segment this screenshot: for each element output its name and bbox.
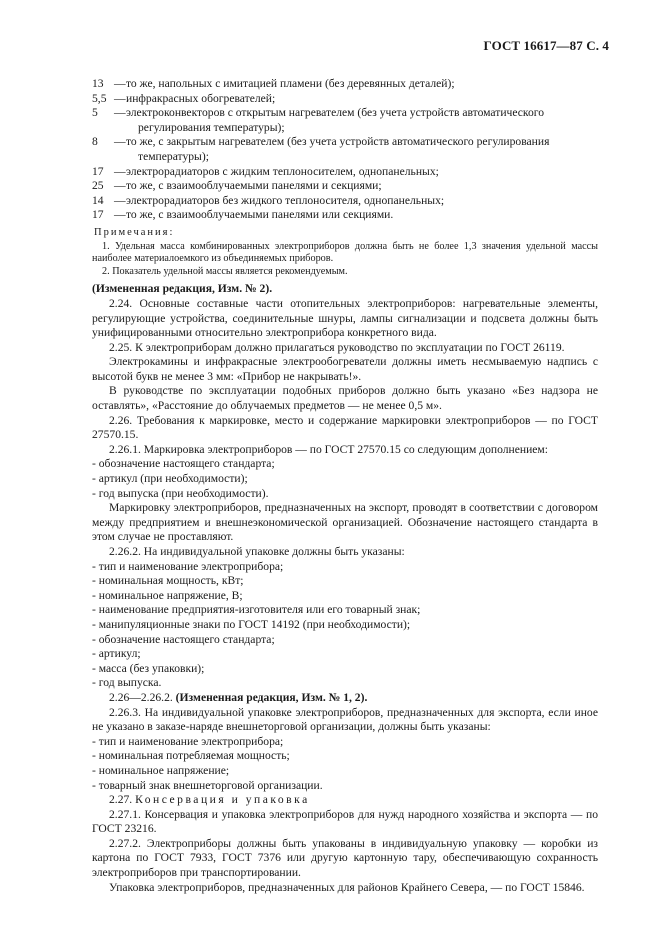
- amendment-ref: 2.26—2.26.2.: [109, 690, 173, 704]
- row-dash: —: [114, 91, 126, 105]
- table-row: [92, 194, 598, 209]
- table-row: [92, 77, 598, 92]
- list-item: - номинальная мощность, кВт;: [92, 574, 244, 588]
- row-line: электроконвекторов с открытым нагревателем (без учета устройств автоматического: [126, 106, 545, 120]
- row-dash: —: [114, 106, 126, 120]
- paragraph-2-26-2: 2.26.2. На индивидуальной упаковке должны быть указаны:: [109, 545, 405, 558]
- row-dash: —: [114, 135, 126, 149]
- list-item: - год выпуска.: [92, 676, 162, 690]
- note-item: 2. Показатель удельной массы является рекомендуемым.: [102, 265, 348, 277]
- row-dash: —: [114, 193, 126, 207]
- table-row: [92, 165, 598, 180]
- row-value: 5,5: [92, 91, 107, 105]
- list-item: - товарный знак внешнеторговой организации.: [92, 778, 323, 792]
- amendment-note: (Измененная редакция, Изм. № 2).: [92, 282, 273, 296]
- row-value: 17: [92, 208, 104, 222]
- row-line: то же, с взаимооблучаемыми панелями и секциями;: [126, 179, 382, 193]
- paragraph-2-27-2: 2.27.2. Электроприборы должны быть упакованы в индивидуальную упаковку — коробки из картона по ГОСТ 7933, ГОСТ 7376 или другую картонную тару, обеспечивающую сохранность электроприборов при транспортировании.: [92, 836, 598, 880]
- row-text: [126, 179, 598, 194]
- list-item: - год выпуска (при необходимости).: [92, 486, 269, 500]
- list-item: - тип и наименование электроприбора;: [92, 559, 284, 573]
- list-item: - наименование предприятия-изготовителя или его товарный знак;: [92, 603, 421, 617]
- list-item: - манипуляционные знаки по ГОСТ 14192 (при необходимости);: [92, 617, 411, 631]
- row-value: 8: [92, 135, 98, 149]
- paragraph-2-26: 2.26. Требования к маркировке, место и содержание маркировки электроприборов — по ГОСТ 27570.15.: [92, 413, 598, 442]
- specific-mass-table: [92, 77, 598, 223]
- row-text: [126, 165, 598, 180]
- paragraph-2-27-1: 2.27.1. Консервация и упаковка электроприборов для нужд народного хозяйства и экспорта — по ГОСТ 23216.: [92, 807, 598, 836]
- paragraph: Маркировку электроприборов, предназначенных на экспорт, проводят в соответствии с договором между предприятием и внешнеэкономической организацией. Обозначение настоящего стандарта в этом случае не проставляют.: [92, 501, 598, 544]
- row-text: [126, 77, 598, 92]
- row-dash: —: [114, 164, 126, 178]
- row-continuation: температуры);: [138, 149, 209, 163]
- section-title: Консервация и упаковка: [135, 793, 310, 807]
- row-dash: —: [114, 77, 126, 90]
- notes-heading: Примечания:: [94, 226, 175, 238]
- paragraph: В руководстве по эксплуатации подобных приборов должно быть указано «Без надзора не оставлять», «Расстояние до облучаемых предметов — не менее 0,5 м».: [92, 384, 598, 413]
- row-text: [126, 92, 598, 107]
- paragraph-2-26-3: 2.26.3. На индивидуальной упаковке электроприборов, предназначенных для экспорта, если иное не указано в заказе-наряде внешнеторговой организации, должны быть указаны:: [92, 705, 598, 734]
- table-row: [92, 208, 598, 223]
- notes-block: [92, 226, 598, 278]
- section-number: 2.27.: [109, 793, 133, 807]
- row-value: 5: [92, 106, 98, 120]
- list-item: - артикул (при необходимости);: [92, 472, 248, 486]
- table-row: [92, 179, 598, 194]
- row-line: то же, напольных с имитацией пламени (без деревянных деталей);: [126, 77, 455, 90]
- row-value: 13: [92, 77, 104, 90]
- row-dash: —: [114, 179, 126, 193]
- row-line: инфракрасных обогревателей;: [126, 91, 276, 105]
- paragraph-2-26-1: 2.26.1. Маркировка электроприборов — по ГОСТ 27570.15 со следующим дополнением:: [109, 442, 548, 456]
- list-item: - номинальная потребляемая мощность;: [92, 749, 290, 763]
- row-line: то же, с закрытым нагревателем (без учета устройств автоматического регулирования: [126, 135, 550, 149]
- page-header: ГОСТ 16617—87 С. 4: [483, 38, 609, 53]
- list-item: - тип и наименование электроприбора;: [92, 734, 284, 748]
- row-text: [126, 194, 598, 209]
- document-body: [92, 77, 598, 895]
- row-value: 17: [92, 164, 104, 178]
- amendment-line: [92, 691, 598, 706]
- list-item: - масса (без упаковки);: [92, 661, 205, 675]
- note-item: 1. Удельная масса комбинированных электроприборов должна быть не более 1,3 значения удельной массы наиболее материалоемкого из объединяемых приборов.: [92, 240, 598, 265]
- row-line: то же, с взаимооблучаемыми панелями или секциями.: [126, 208, 394, 222]
- row-line: электрорадиаторов без жидкого теплоносителя, однопанельных;: [126, 193, 445, 207]
- table-row: [92, 106, 598, 135]
- row-value: 25: [92, 179, 104, 193]
- list-item: - артикул;: [92, 647, 141, 661]
- row-text: [126, 106, 598, 135]
- amendment-note: (Измененная редакция, Изм. № 1, 2).: [175, 690, 368, 704]
- row-line: электрорадиаторов с жидким теплоносителем, однопанельных;: [126, 164, 439, 178]
- table-row: [92, 92, 598, 107]
- paragraph: Электрокамины и инфракрасные электрообогреватели должны иметь несмываемую надпись с высотой букв не менее 3 мм: «Прибор не накрывать!».: [92, 355, 598, 383]
- section-heading: [92, 793, 598, 808]
- list-item: - обозначение настоящего стандарта;: [92, 457, 275, 471]
- list-item: - номинальное напряжение, В;: [92, 588, 243, 602]
- row-text: [126, 208, 598, 223]
- row-value: 14: [92, 193, 104, 207]
- paragraph-2-25: 2.25. К электроприборам должно прилагаться руководство по эксплуатации по ГОСТ 26119.: [109, 340, 565, 354]
- row-text: [126, 135, 598, 164]
- list-item: - обозначение настоящего стандарта;: [92, 632, 275, 646]
- paragraph: Упаковка электроприборов, предназначенных для районов Крайнего Севера, — по ГОСТ 15846.: [109, 880, 585, 894]
- paragraph-2-24: 2.24. Основные составные части отопительных электроприборов: нагревательные элементы, регулирующие устройства, соединительные шнуры, лампы сигнализации и подсвета должны быть унифицированными относительно электроприбора конкретного вида.: [92, 296, 598, 340]
- row-continuation: регулирования температуры);: [138, 120, 285, 134]
- table-row: [92, 135, 598, 164]
- list-item: - номинальное напряжение;: [92, 763, 230, 777]
- row-dash: —: [114, 208, 126, 222]
